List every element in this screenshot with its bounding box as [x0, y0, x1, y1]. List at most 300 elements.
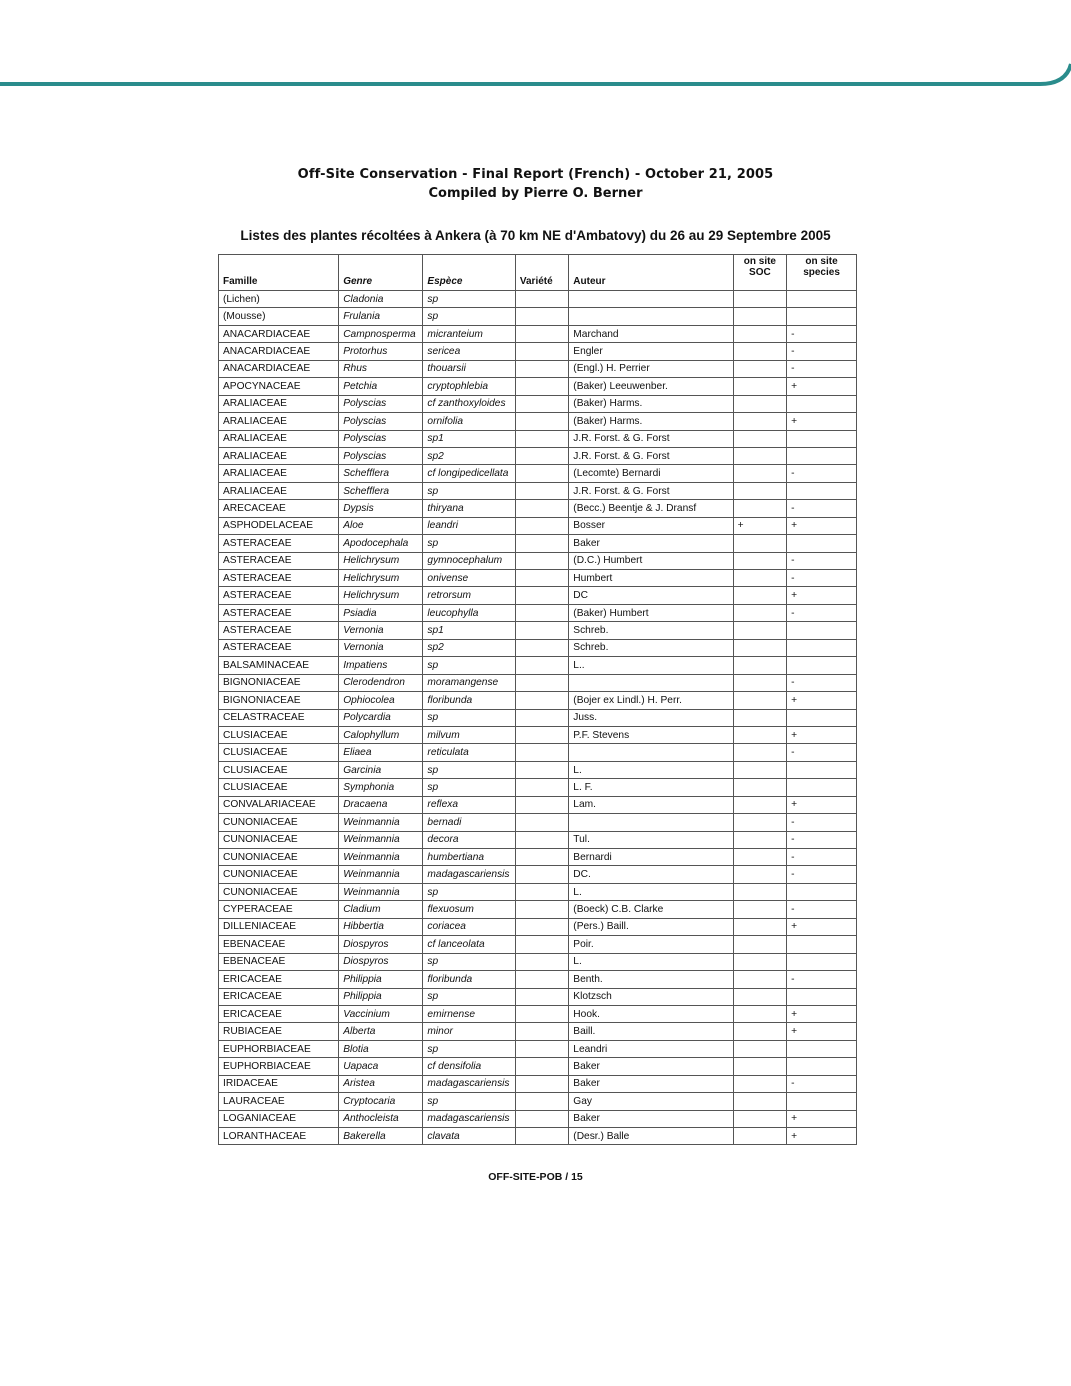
cell-espece: sp	[423, 953, 515, 970]
cell-on-site-soc	[733, 308, 786, 325]
table-row	[219, 447, 857, 464]
cell-variete	[515, 1005, 568, 1022]
col-variete: Variété	[515, 255, 568, 291]
report-subtitle: Compiled by Pierre O. Berner	[428, 186, 643, 201]
cell-auteur: Marchand	[569, 325, 733, 342]
table-row	[219, 849, 857, 866]
cell-on-site-species	[787, 482, 857, 499]
cell-genre: Frulania	[339, 308, 423, 325]
cell-auteur: P.F. Stevens	[569, 726, 733, 743]
cell-on-site-soc	[733, 831, 786, 848]
table-row	[219, 395, 857, 412]
cell-famille: CLUSIACEAE	[219, 761, 339, 778]
cell-on-site-species: +	[787, 517, 857, 534]
cell-genre: Cladonia	[339, 291, 423, 308]
cell-espece: cf lanceolata	[423, 936, 515, 953]
table-row	[219, 936, 857, 953]
cell-espece: sp	[423, 535, 515, 552]
cell-variete	[515, 971, 568, 988]
cell-variete	[515, 291, 568, 308]
cell-on-site-soc	[733, 360, 786, 377]
col-espece: Espèce	[423, 255, 515, 291]
cell-genre: Petchia	[339, 378, 423, 395]
cell-genre: Philippia	[339, 971, 423, 988]
cell-famille: ASTERACEAE	[219, 604, 339, 621]
cell-espece: sp2	[423, 639, 515, 656]
table-row	[219, 953, 857, 970]
cell-genre: Vernonia	[339, 639, 423, 656]
cell-genre: Weinmannia	[339, 883, 423, 900]
cell-on-site-species: -	[787, 343, 857, 360]
col-on-site-soc-line2: SOC	[749, 267, 771, 278]
cell-on-site-soc	[733, 570, 786, 587]
table-row	[219, 343, 857, 360]
cell-genre: Philippia	[339, 988, 423, 1005]
table-row	[219, 692, 857, 709]
cell-on-site-species	[787, 953, 857, 970]
table-row	[219, 482, 857, 499]
table-row	[219, 866, 857, 883]
cell-genre: Weinmannia	[339, 831, 423, 848]
cell-variete	[515, 1023, 568, 1040]
cell-on-site-soc	[733, 866, 786, 883]
table-row	[219, 814, 857, 831]
cell-variete	[515, 936, 568, 953]
cell-espece: minor	[423, 1023, 515, 1040]
report-title: Off-Site Conservation - Final Report (French) - October 21, 2005	[297, 167, 774, 182]
table-row	[219, 1058, 857, 1075]
cell-espece: sp	[423, 883, 515, 900]
cell-auteur: L..	[569, 657, 733, 674]
cell-auteur: (Baker) Harms.	[569, 413, 733, 430]
cell-espece: sp	[423, 988, 515, 1005]
cell-on-site-species: +	[787, 796, 857, 813]
cell-variete	[515, 604, 568, 621]
cell-auteur: (Baker) Humbert	[569, 604, 733, 621]
cell-espece: cryptophlebia	[423, 378, 515, 395]
cell-on-site-species	[787, 709, 857, 726]
cell-on-site-soc	[733, 674, 786, 691]
header-curve-rule	[0, 0, 1071, 90]
cell-variete	[515, 395, 568, 412]
cell-on-site-soc	[733, 378, 786, 395]
cell-genre: Cryptocaria	[339, 1093, 423, 1110]
cell-on-site-species	[787, 639, 857, 656]
cell-on-site-soc	[733, 657, 786, 674]
cell-genre: Impatiens	[339, 657, 423, 674]
cell-espece: micranteium	[423, 325, 515, 342]
cell-genre: Helichrysum	[339, 552, 423, 569]
cell-famille: ARALIACEAE	[219, 447, 339, 464]
page-footer: OFF-SITE-POB / 15	[488, 1171, 583, 1183]
cell-auteur	[569, 308, 733, 325]
cell-espece: sp	[423, 482, 515, 499]
cell-variete	[515, 1128, 568, 1145]
cell-on-site-soc	[733, 761, 786, 778]
list-title: Listes des plantes récoltées à Ankera (à 70 km NE d'Ambatovy) du 26 au 29 Septembre 2005	[240, 228, 831, 243]
cell-famille: ERICACEAE	[219, 988, 339, 1005]
cell-famille: RUBIACEAE	[219, 1023, 339, 1040]
cell-genre: Dypsis	[339, 500, 423, 517]
cell-on-site-soc	[733, 1058, 786, 1075]
cell-on-site-species: +	[787, 587, 857, 604]
table-row	[219, 291, 857, 308]
cell-auteur: (Pers.) Baill.	[569, 918, 733, 935]
cell-espece: retrorsum	[423, 587, 515, 604]
table-row	[219, 325, 857, 342]
cell-on-site-soc	[733, 796, 786, 813]
col-on-site-species-line2: species	[803, 267, 840, 278]
cell-genre: Weinmannia	[339, 866, 423, 883]
cell-on-site-species: +	[787, 918, 857, 935]
table-row	[219, 378, 857, 395]
cell-on-site-soc	[733, 587, 786, 604]
cell-variete	[515, 308, 568, 325]
cell-famille: ASPHODELACEAE	[219, 517, 339, 534]
cell-auteur	[569, 291, 733, 308]
cell-on-site-soc	[733, 413, 786, 430]
cell-on-site-soc	[733, 535, 786, 552]
cell-on-site-soc	[733, 849, 786, 866]
cell-auteur: Juss.	[569, 709, 733, 726]
table-row	[219, 657, 857, 674]
table-row	[219, 552, 857, 569]
cell-genre: Anthocleista	[339, 1110, 423, 1127]
cell-genre: Clerodendron	[339, 674, 423, 691]
table-row	[219, 535, 857, 552]
cell-variete	[515, 325, 568, 342]
table-row	[219, 918, 857, 935]
cell-espece: leucophylla	[423, 604, 515, 621]
cell-genre: Helichrysum	[339, 570, 423, 587]
cell-famille: LORANTHACEAE	[219, 1128, 339, 1145]
cell-espece: decora	[423, 831, 515, 848]
cell-famille: EUPHORBIACEAE	[219, 1040, 339, 1057]
cell-auteur: (Boeck) C.B. Clarke	[569, 901, 733, 918]
cell-famille: (Lichen)	[219, 291, 339, 308]
cell-espece: sp	[423, 308, 515, 325]
cell-variete	[515, 831, 568, 848]
cell-espece: sp	[423, 761, 515, 778]
cell-auteur: Bernardi	[569, 849, 733, 866]
cell-genre: Weinmannia	[339, 849, 423, 866]
cell-espece: onivense	[423, 570, 515, 587]
cell-espece: floribunda	[423, 971, 515, 988]
cell-variete	[515, 552, 568, 569]
cell-famille: ASTERACEAE	[219, 552, 339, 569]
cell-auteur: Benth.	[569, 971, 733, 988]
table-row	[219, 465, 857, 482]
cell-variete	[515, 360, 568, 377]
cell-on-site-soc	[733, 430, 786, 447]
cell-famille: ARALIACEAE	[219, 465, 339, 482]
cell-auteur: (Bojer ex Lindl.) H. Perr.	[569, 692, 733, 709]
cell-variete	[515, 378, 568, 395]
cell-on-site-species: +	[787, 1023, 857, 1040]
cell-genre: Diospyros	[339, 953, 423, 970]
cell-famille: CUNONIACEAE	[219, 883, 339, 900]
cell-variete	[515, 726, 568, 743]
cell-auteur: Hook.	[569, 1005, 733, 1022]
cell-famille: IRIDACEAE	[219, 1075, 339, 1092]
col-genre: Genre	[339, 255, 423, 291]
cell-genre: Alberta	[339, 1023, 423, 1040]
cell-famille: ERICACEAE	[219, 971, 339, 988]
cell-variete	[515, 918, 568, 935]
cell-variete	[515, 709, 568, 726]
table-row	[219, 1005, 857, 1022]
table-row	[219, 831, 857, 848]
cell-auteur: Baker	[569, 1058, 733, 1075]
cell-on-site-species	[787, 430, 857, 447]
cell-variete	[515, 779, 568, 796]
cell-on-site-soc	[733, 692, 786, 709]
cell-auteur: L.	[569, 761, 733, 778]
cell-auteur: Tul.	[569, 831, 733, 848]
cell-auteur: Baker	[569, 535, 733, 552]
cell-genre: Helichrysum	[339, 587, 423, 604]
plant-table-body	[219, 291, 857, 1145]
cell-famille: CUNONIACEAE	[219, 866, 339, 883]
cell-on-site-species	[787, 936, 857, 953]
cell-espece: sp	[423, 1093, 515, 1110]
cell-auteur: (Lecomte) Bernardi	[569, 465, 733, 482]
cell-variete	[515, 796, 568, 813]
cell-variete	[515, 692, 568, 709]
cell-auteur: Humbert	[569, 570, 733, 587]
cell-on-site-soc	[733, 953, 786, 970]
cell-famille: ANACARDIACEAE	[219, 343, 339, 360]
cell-genre: Rhus	[339, 360, 423, 377]
cell-variete	[515, 447, 568, 464]
cell-genre: Polyscias	[339, 430, 423, 447]
cell-variete	[515, 570, 568, 587]
cell-variete	[515, 761, 568, 778]
cell-variete	[515, 413, 568, 430]
cell-genre: Garcinia	[339, 761, 423, 778]
cell-variete	[515, 535, 568, 552]
cell-famille: ARECACEAE	[219, 500, 339, 517]
cell-auteur: Lam.	[569, 796, 733, 813]
table-row	[219, 413, 857, 430]
cell-on-site-soc	[733, 1075, 786, 1092]
cell-espece: sp	[423, 291, 515, 308]
table-row	[219, 883, 857, 900]
table-row	[219, 779, 857, 796]
col-on-site-soc	[733, 255, 786, 291]
cell-variete	[515, 1040, 568, 1057]
cell-espece: thouarsii	[423, 360, 515, 377]
cell-on-site-soc	[733, 325, 786, 342]
cell-on-site-species	[787, 308, 857, 325]
cell-on-site-species	[787, 779, 857, 796]
cell-on-site-species: -	[787, 814, 857, 831]
cell-on-site-species	[787, 883, 857, 900]
table-row	[219, 744, 857, 761]
table-header-row	[219, 255, 857, 291]
plant-table	[218, 254, 857, 1145]
cell-on-site-soc	[733, 639, 786, 656]
cell-famille: CELASTRACEAE	[219, 709, 339, 726]
cell-genre: Calophyllum	[339, 726, 423, 743]
cell-auteur: Engler	[569, 343, 733, 360]
col-auteur: Auteur	[569, 255, 733, 291]
table-row	[219, 1128, 857, 1145]
cell-espece: floribunda	[423, 692, 515, 709]
cell-on-site-species: -	[787, 465, 857, 482]
cell-genre: Dracaena	[339, 796, 423, 813]
cell-espece: moramangense	[423, 674, 515, 691]
cell-variete	[515, 1075, 568, 1092]
cell-auteur: Poir.	[569, 936, 733, 953]
cell-on-site-species	[787, 1093, 857, 1110]
cell-famille: ANACARDIACEAE	[219, 325, 339, 342]
cell-on-site-species: -	[787, 744, 857, 761]
cell-auteur: (Engl.) H. Perrier	[569, 360, 733, 377]
cell-genre: Vernonia	[339, 622, 423, 639]
cell-on-site-soc	[733, 901, 786, 918]
cell-espece: thiryana	[423, 500, 515, 517]
cell-variete	[515, 849, 568, 866]
cell-variete	[515, 622, 568, 639]
cell-on-site-species: -	[787, 866, 857, 883]
cell-genre: Symphonia	[339, 779, 423, 796]
cell-genre: Protorhus	[339, 343, 423, 360]
cell-auteur	[569, 674, 733, 691]
cell-on-site-species: -	[787, 831, 857, 848]
table-row	[219, 604, 857, 621]
cell-espece: coriacea	[423, 918, 515, 935]
cell-auteur: Leandri	[569, 1040, 733, 1057]
table-row	[219, 308, 857, 325]
cell-variete	[515, 1058, 568, 1075]
cell-variete	[515, 657, 568, 674]
cell-on-site-soc	[733, 1005, 786, 1022]
cell-famille: BALSAMINACEAE	[219, 657, 339, 674]
cell-variete	[515, 430, 568, 447]
cell-famille: ERICACEAE	[219, 1005, 339, 1022]
col-on-site-soc-line1: on site	[743, 256, 776, 267]
table-row	[219, 622, 857, 639]
cell-auteur: Baker	[569, 1075, 733, 1092]
cell-famille: BIGNONIACEAE	[219, 692, 339, 709]
cell-famille: CLUSIACEAE	[219, 744, 339, 761]
cell-variete	[515, 1093, 568, 1110]
cell-espece: cf zanthoxyloides	[423, 395, 515, 412]
table-row	[219, 726, 857, 743]
cell-on-site-soc	[733, 465, 786, 482]
cell-on-site-species	[787, 988, 857, 1005]
cell-espece: madagascariensis	[423, 1110, 515, 1127]
cell-espece: milvum	[423, 726, 515, 743]
cell-on-site-species	[787, 1058, 857, 1075]
cell-variete	[515, 465, 568, 482]
cell-on-site-species: +	[787, 378, 857, 395]
cell-on-site-species: +	[787, 1128, 857, 1145]
cell-on-site-species: -	[787, 849, 857, 866]
table-row	[219, 1040, 857, 1057]
cell-on-site-species	[787, 447, 857, 464]
cell-on-site-soc	[733, 814, 786, 831]
cell-auteur	[569, 744, 733, 761]
cell-on-site-soc: +	[733, 517, 786, 534]
cell-on-site-species	[787, 622, 857, 639]
cell-auteur: (Baker) Leeuwenber.	[569, 378, 733, 395]
cell-auteur: Baker	[569, 1110, 733, 1127]
cell-famille: BIGNONIACEAE	[219, 674, 339, 691]
cell-genre: Diospyros	[339, 936, 423, 953]
cell-on-site-soc	[733, 936, 786, 953]
cell-on-site-species: +	[787, 692, 857, 709]
cell-on-site-soc	[733, 709, 786, 726]
table-row	[219, 1023, 857, 1040]
cell-on-site-species: -	[787, 604, 857, 621]
cell-auteur: DC	[569, 587, 733, 604]
table-row	[219, 901, 857, 918]
cell-auteur: (Baker) Harms.	[569, 395, 733, 412]
cell-famille: ASTERACEAE	[219, 570, 339, 587]
cell-espece: gymnocephalum	[423, 552, 515, 569]
cell-auteur: L.	[569, 883, 733, 900]
cell-famille: ASTERACEAE	[219, 587, 339, 604]
cell-espece: sericea	[423, 343, 515, 360]
cell-variete	[515, 639, 568, 656]
cell-on-site-soc	[733, 1110, 786, 1127]
cell-genre: Eliaea	[339, 744, 423, 761]
cell-variete	[515, 814, 568, 831]
cell-auteur: J.R. Forst. & G. Forst	[569, 447, 733, 464]
cell-genre: Psiadia	[339, 604, 423, 621]
cell-variete	[515, 517, 568, 534]
table-row	[219, 430, 857, 447]
cell-genre: Campnosperma	[339, 325, 423, 342]
cell-famille: CLUSIACEAE	[219, 779, 339, 796]
cell-on-site-species: -	[787, 1075, 857, 1092]
cell-genre: Polycardia	[339, 709, 423, 726]
cell-famille: EUPHORBIACEAE	[219, 1058, 339, 1075]
table-row	[219, 517, 857, 534]
cell-espece: sp1	[423, 430, 515, 447]
cell-famille: LAURACEAE	[219, 1093, 339, 1110]
cell-on-site-soc	[733, 918, 786, 935]
cell-on-site-species: -	[787, 570, 857, 587]
cell-espece: bernadi	[423, 814, 515, 831]
cell-on-site-soc	[733, 971, 786, 988]
cell-espece: sp2	[423, 447, 515, 464]
cell-famille: ARALIACEAE	[219, 430, 339, 447]
cell-on-site-soc	[733, 622, 786, 639]
cell-variete	[515, 901, 568, 918]
cell-famille: CUNONIACEAE	[219, 814, 339, 831]
cell-on-site-soc	[733, 1093, 786, 1110]
cell-on-site-soc	[733, 1040, 786, 1057]
cell-variete	[515, 866, 568, 883]
cell-on-site-soc	[733, 1128, 786, 1145]
cell-auteur: (D.C.) Humbert	[569, 552, 733, 569]
cell-on-site-soc	[733, 988, 786, 1005]
cell-famille: ARALIACEAE	[219, 395, 339, 412]
cell-variete	[515, 1110, 568, 1127]
cell-famille: CUNONIACEAE	[219, 831, 339, 848]
cell-genre: Uapaca	[339, 1058, 423, 1075]
cell-auteur: L. F.	[569, 779, 733, 796]
cell-auteur: (Desr.) Balle	[569, 1128, 733, 1145]
table-row	[219, 1110, 857, 1127]
cell-on-site-species	[787, 761, 857, 778]
cell-on-site-species: -	[787, 500, 857, 517]
cell-genre: Polyscias	[339, 413, 423, 430]
cell-variete	[515, 482, 568, 499]
